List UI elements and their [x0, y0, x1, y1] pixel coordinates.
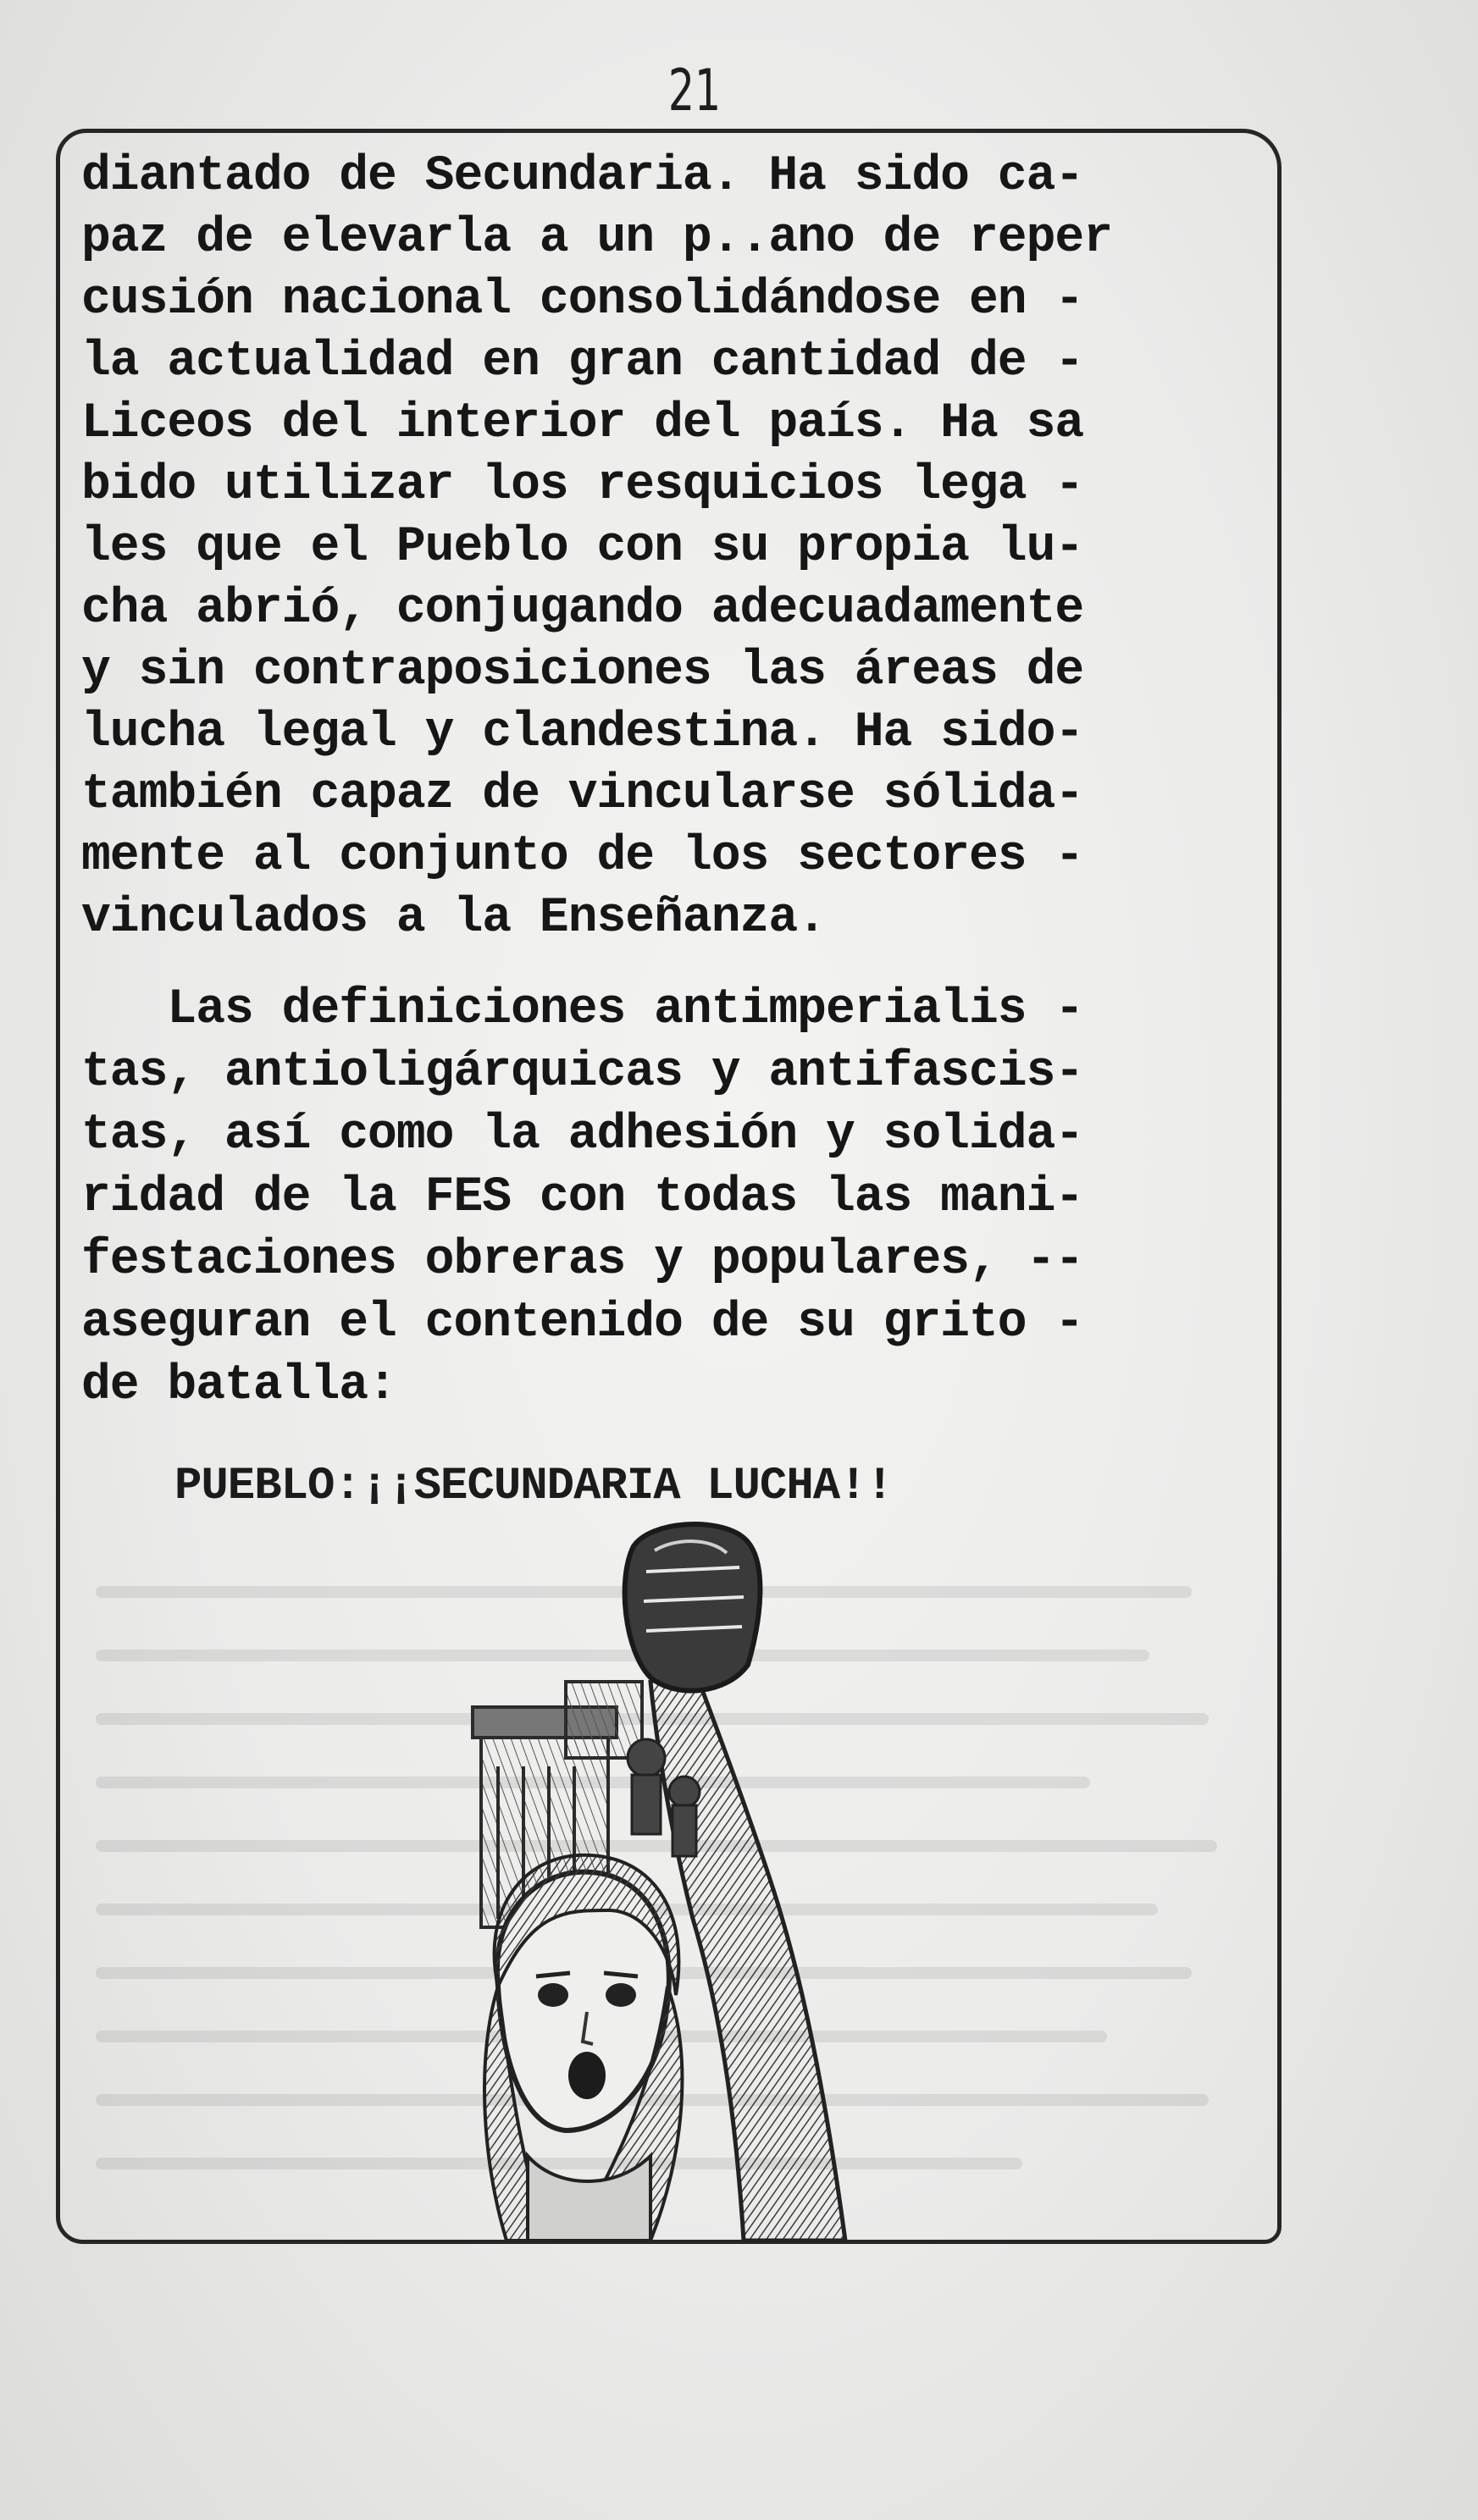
- fist-illustration: [625, 1524, 761, 1691]
- text-line: tas, así como la adhesión y solida-: [81, 1108, 1084, 1163]
- text-line: de batalla:: [81, 1358, 396, 1413]
- slogan: PUEBLO:¡¡SECUNDARIA LUCHA!!: [174, 1461, 893, 1512]
- page-number: 21: [667, 58, 722, 124]
- text-line: aseguran el contenido de su grito -: [81, 1296, 1084, 1351]
- text-line: diantado de Secundaria. Ha sido ca-: [81, 149, 1084, 204]
- child-face-illustration: [484, 1855, 682, 2241]
- raised-fist-child-illustration: [464, 1512, 938, 2241]
- text-line: bido utilizar los resquicios lega -: [81, 458, 1084, 513]
- text-line: les que el Pueblo con su propia lu-: [81, 520, 1084, 575]
- text-line: vinculados a la Enseñanza.: [81, 891, 826, 946]
- text-line: paz de elevarla a un p..ano de reper: [81, 211, 1113, 266]
- text-line: también capaz de vincularse sólida-: [81, 767, 1084, 822]
- text-line: tas, antioligárquicas y antifascis-: [81, 1045, 1084, 1100]
- text-line: ridad de la FES con todas las mani-: [81, 1170, 1084, 1225]
- text-line: festaciones obreras y populares, --: [81, 1233, 1084, 1288]
- text-line: Las definiciones antimperialis -: [81, 982, 1084, 1037]
- text-line: la actualidad en gran cantidad de -: [81, 334, 1084, 390]
- text-line: lucha legal y clandestina. Ha sido-: [81, 705, 1084, 760]
- text-line: cusión nacional consolidándose en -: [81, 273, 1084, 328]
- text-line: mente al conjunto de los sectores -: [81, 829, 1084, 884]
- text-line: Liceos del interior del país. Ha sa: [81, 396, 1084, 451]
- text-line: y sin contraposiciones las áreas de: [81, 644, 1084, 699]
- text-line: cha abrió, conjugando adecuadamente: [81, 582, 1084, 637]
